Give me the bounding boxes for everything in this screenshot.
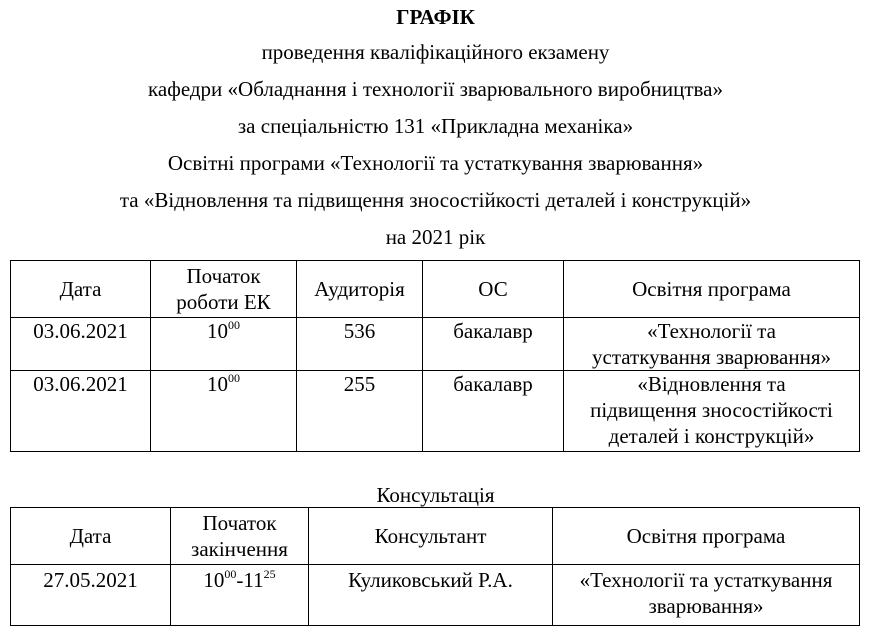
exam-schedule-table <box>10 260 860 452</box>
header-room: Аудиторія <box>297 261 423 318</box>
table-row <box>11 371 860 452</box>
time-start-hours: 10 <box>203 568 225 592</box>
cell-consultant: Куликовський Р.А. <box>309 565 553 626</box>
consultation-table <box>10 507 860 626</box>
table-header-row <box>11 261 860 318</box>
program-line-2: устаткування зварювання» <box>592 345 831 369</box>
program-line-1: «Відновлення та <box>637 372 786 396</box>
program-line-1: «Технології та <box>647 319 776 343</box>
cell-start-time <box>151 318 297 371</box>
cell-program <box>564 371 860 452</box>
subtitle-line-6: на 2021 рік <box>385 225 486 249</box>
subtitle-line-2: кафедри «Обладнання і технології зварювального виробництва» <box>148 77 723 101</box>
time-start-minutes: 00 <box>224 567 237 581</box>
cell-level: бакалавр <box>423 318 564 371</box>
header-start-end-line-2: закінчення <box>191 537 288 561</box>
header-start <box>151 261 297 318</box>
subtitle-line-3: за спеціальністю 131 «Прикладна механіка» <box>237 114 634 138</box>
header-consultant: Консультант <box>309 508 553 565</box>
program-line-2: зварювання» <box>648 594 764 618</box>
cell-level: бакалавр <box>423 371 564 452</box>
cell-start-time <box>151 371 297 452</box>
header-date: Дата <box>11 508 171 565</box>
header-program: Освітня програма <box>553 508 860 565</box>
cell-room: 536 <box>297 318 423 371</box>
cell-date: 03.06.2021 <box>11 318 151 371</box>
header-start-end-line-1: Початок <box>202 511 277 535</box>
program-line-3: деталей і конструкцій» <box>608 424 815 448</box>
program-line-1: «Технології та устаткування <box>579 568 833 592</box>
start-time-hours: 10 <box>207 319 228 343</box>
cell-time <box>171 565 309 626</box>
program-line-2: підвищення зносостійкості <box>590 398 833 422</box>
subtitle-line-5: та «Відновлення та підвищення зносостійкості деталей і конструкцій» <box>119 188 752 212</box>
header-date: Дата <box>11 261 151 318</box>
document-title: ГРАФІК <box>396 5 475 29</box>
cell-room: 255 <box>297 371 423 452</box>
table-row <box>11 565 860 626</box>
time-end-hours: -11 <box>236 568 264 592</box>
start-time-minutes: 00 <box>228 318 240 332</box>
start-time-minutes: 00 <box>228 371 240 385</box>
header-start-line-2: роботи ЕК <box>176 290 271 314</box>
subtitle-line-1: проведення кваліфікаційного екзамену <box>261 40 610 64</box>
consultation-caption: Консультація <box>376 483 495 507</box>
header-start-line-1: Початок <box>186 264 261 288</box>
start-time-hours: 10 <box>207 372 228 396</box>
cell-date: 27.05.2021 <box>11 565 171 626</box>
header-level: ОС <box>423 261 564 318</box>
cell-date: 03.06.2021 <box>11 371 151 452</box>
header-program: Освітня програма <box>564 261 860 318</box>
header-start-end <box>171 508 309 565</box>
subtitle-line-4: Освітні програми «Технології та устаткування зварювання» <box>167 151 704 175</box>
table-header-row <box>11 508 860 565</box>
cell-program <box>553 565 860 626</box>
time-end-minutes: 25 <box>263 567 276 581</box>
cell-program <box>564 318 860 371</box>
table-row <box>11 318 860 371</box>
